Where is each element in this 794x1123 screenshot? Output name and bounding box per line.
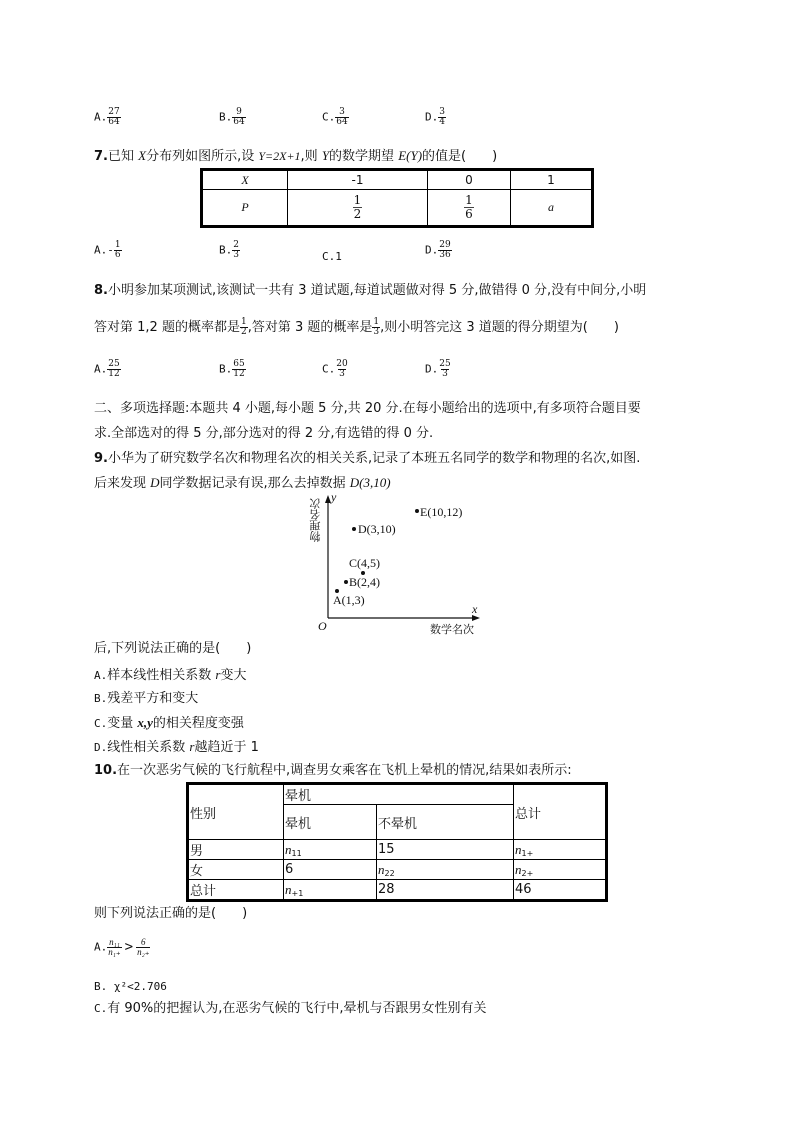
q9-option-d[interactable]: D.线性相关系数 r越趋近于 1 [94, 739, 259, 755]
fraction: $\frac{25}{3}$ [439, 359, 451, 379]
table-row [202, 170, 593, 190]
table-row [188, 784, 607, 805]
point-c-label: C(4,5) [349, 556, 380, 570]
fraction: $\frac{3}{4}$ [439, 107, 445, 127]
table-header-x: X [202, 170, 288, 190]
table-cell: $n_{2+}$ [514, 860, 607, 880]
x-axis-label: 数学名次 [430, 623, 474, 636]
fraction: $\frac{6}{\text{n₂₊}}$ [137, 937, 150, 957]
point-a-label: A(1,3) [333, 593, 365, 607]
table-cell: 0 [428, 170, 511, 190]
fraction: $\frac{1}{2}$ [240, 317, 247, 337]
q7-option-d[interactable]: D. $\frac{29}{36}$ [425, 240, 451, 260]
header-not-airsick: 不晕机 [377, 805, 514, 840]
q7-option-b[interactable]: B. $\frac{2}{3}$ [219, 240, 239, 260]
fraction: $\frac{1}{2}$ [353, 193, 362, 221]
table-row [188, 840, 607, 860]
table-row [202, 190, 593, 227]
q9-option-b[interactable]: B.残差平方和变大 [94, 691, 199, 706]
point-b-label: B(2,4) [349, 575, 380, 589]
q10-option-a[interactable]: A. $\frac{\text{n₁₁}}{\text{n₁₊}}$ > $\frac{6}{\text{n₂₊}}$ [94, 937, 150, 957]
table-cell: $n_{11}$ [284, 840, 377, 860]
section2-instructions-line2: 求.全部选对的得 5 分,部分选对的得 2 分,有选错的得 0 分. [94, 426, 434, 441]
scatter-figure [300, 490, 500, 640]
q9-option-c[interactable]: C.变量 x,y的相关程度变强 [94, 715, 244, 731]
q6-option-b[interactable]: B. $\frac{9}{64}$ [219, 107, 245, 127]
q10-prompt: 则下列说法正确的是( ) [94, 906, 248, 921]
table-cell: $n_{22}$ [377, 860, 514, 880]
table-cell [428, 190, 511, 227]
q9-stem-line2: 后来发现 D同学数据记录有误,那么去掉数据 D(3,10) [94, 475, 391, 491]
table-cell: 28 [377, 880, 514, 901]
fraction: $\frac{1}{6}$ [114, 240, 121, 260]
contingency-table [186, 782, 608, 902]
origin-label: O [318, 619, 327, 633]
table-cell: -1 [288, 170, 428, 190]
q10-stem: 10.在一次恶劣气候的飞行航程中,调查男女乘客在飞机上晕机的情况,结果如表所示: [94, 763, 572, 778]
q7-option-a[interactable]: A.- $\frac{1}{6}$ [94, 240, 121, 260]
q10-option-b[interactable]: B. χ²<2.706 [94, 980, 167, 993]
q8-stem-line1: 8.小明参加某项测试,该测试一共有 3 道试题,每道试题做对得 5 分,做错得 0 分,没有中间分,小明 [94, 283, 647, 298]
point-e-label: E(10,12) [420, 505, 463, 519]
row-label: 女 [188, 860, 284, 880]
q8-stem-line2: 答对第 1,2 题的概率都是 $\frac{1}{2}$ ,答对第 3 题的概率是 $\frac{1}{3}$ ,则小明答完这 3 道题的得分期望为( ) [94, 317, 619, 337]
fraction: $\frac{27}{64}$ [108, 107, 120, 127]
table-cell: 6 [284, 860, 377, 880]
q8-option-b[interactable]: B. $\frac{65}{12}$ [219, 359, 245, 379]
q9-stem-line3: 后,下列说法正确的是( ) [94, 641, 252, 656]
table-header-p: P [202, 190, 288, 227]
table-cell: a [511, 190, 593, 227]
fraction: $\frac{\text{n₁₁}}{\text{n₁₊}}$ [108, 937, 121, 957]
table-cell: 1 [511, 170, 593, 190]
y-axis-label: 物理名次 [309, 498, 322, 542]
q8-option-d[interactable]: D. $\frac{25}{3}$ [425, 359, 451, 379]
fraction: $\frac{2}{3}$ [233, 240, 239, 260]
row-label: 总计 [188, 880, 284, 901]
q9-option-a[interactable]: A.样本线性相关系数 r变大 [94, 667, 247, 683]
header-gender: 性别 [188, 784, 284, 840]
fraction: $\frac{3}{64}$ [336, 107, 348, 127]
distribution-table [200, 168, 594, 228]
fraction: $\frac{65}{12}$ [233, 359, 245, 379]
q8-option-c[interactable]: C. $\frac{20}{3}$ [322, 359, 348, 379]
q6-option-d[interactable]: D. $\frac{3}{4}$ [425, 107, 445, 127]
header-total: 总计 [514, 784, 607, 840]
q6-option-c[interactable]: C. $\frac{3}{64}$ [322, 107, 348, 127]
table-cell [288, 190, 428, 227]
fraction: $\frac{1}{3}$ [373, 317, 380, 337]
q7-stem: 7.已知 X分布列如图所示,设 Y=2X+1,则 Y的数学期望 E(Y)的值是( ) [94, 148, 498, 164]
table-cell: $n_{1+}$ [514, 840, 607, 860]
table-cell: 46 [514, 880, 607, 901]
y-var-label: y [331, 490, 337, 504]
table-cell: $n_{+1}$ [284, 880, 377, 901]
q10-option-c[interactable]: C.有 90%的把握认为,在恶劣气候的飞行中,晕机与否跟男女性别有关 [94, 1001, 487, 1016]
table-row [188, 860, 607, 880]
table-row [188, 880, 607, 901]
fraction: $\frac{29}{36}$ [439, 240, 451, 260]
fraction: $\frac{9}{64}$ [233, 107, 245, 127]
q6-option-a[interactable]: A. $\frac{27}{64}$ [94, 107, 120, 127]
q7-option-c[interactable]: C.1 [322, 250, 342, 263]
point-d-label: D(3,10) [358, 522, 396, 536]
header-airsick: 晕机 [284, 805, 377, 840]
section2-instructions-line1: 二、多项选择题:本题共 4 小题,每小题 5 分,共 20 分.在每小题给出的选项中,有多项符合题目要 [94, 401, 641, 416]
table-cell: 15 [377, 840, 514, 860]
fraction: $\frac{25}{12}$ [108, 359, 120, 379]
fraction: $\frac{20}{3}$ [336, 359, 348, 379]
axes [300, 490, 500, 640]
header-airsick-group: 晕机 [284, 784, 514, 805]
q8-option-a[interactable]: A. $\frac{25}{12}$ [94, 359, 120, 379]
q9-stem-line1: 9.小华为了研究数学名次和物理名次的相关关系,记录了本班五名同学的数学和物理的名次,如图. [94, 451, 641, 466]
fraction: $\frac{1}{6}$ [465, 193, 473, 221]
row-label: 男 [188, 840, 284, 860]
x-var-label: x [472, 602, 478, 616]
